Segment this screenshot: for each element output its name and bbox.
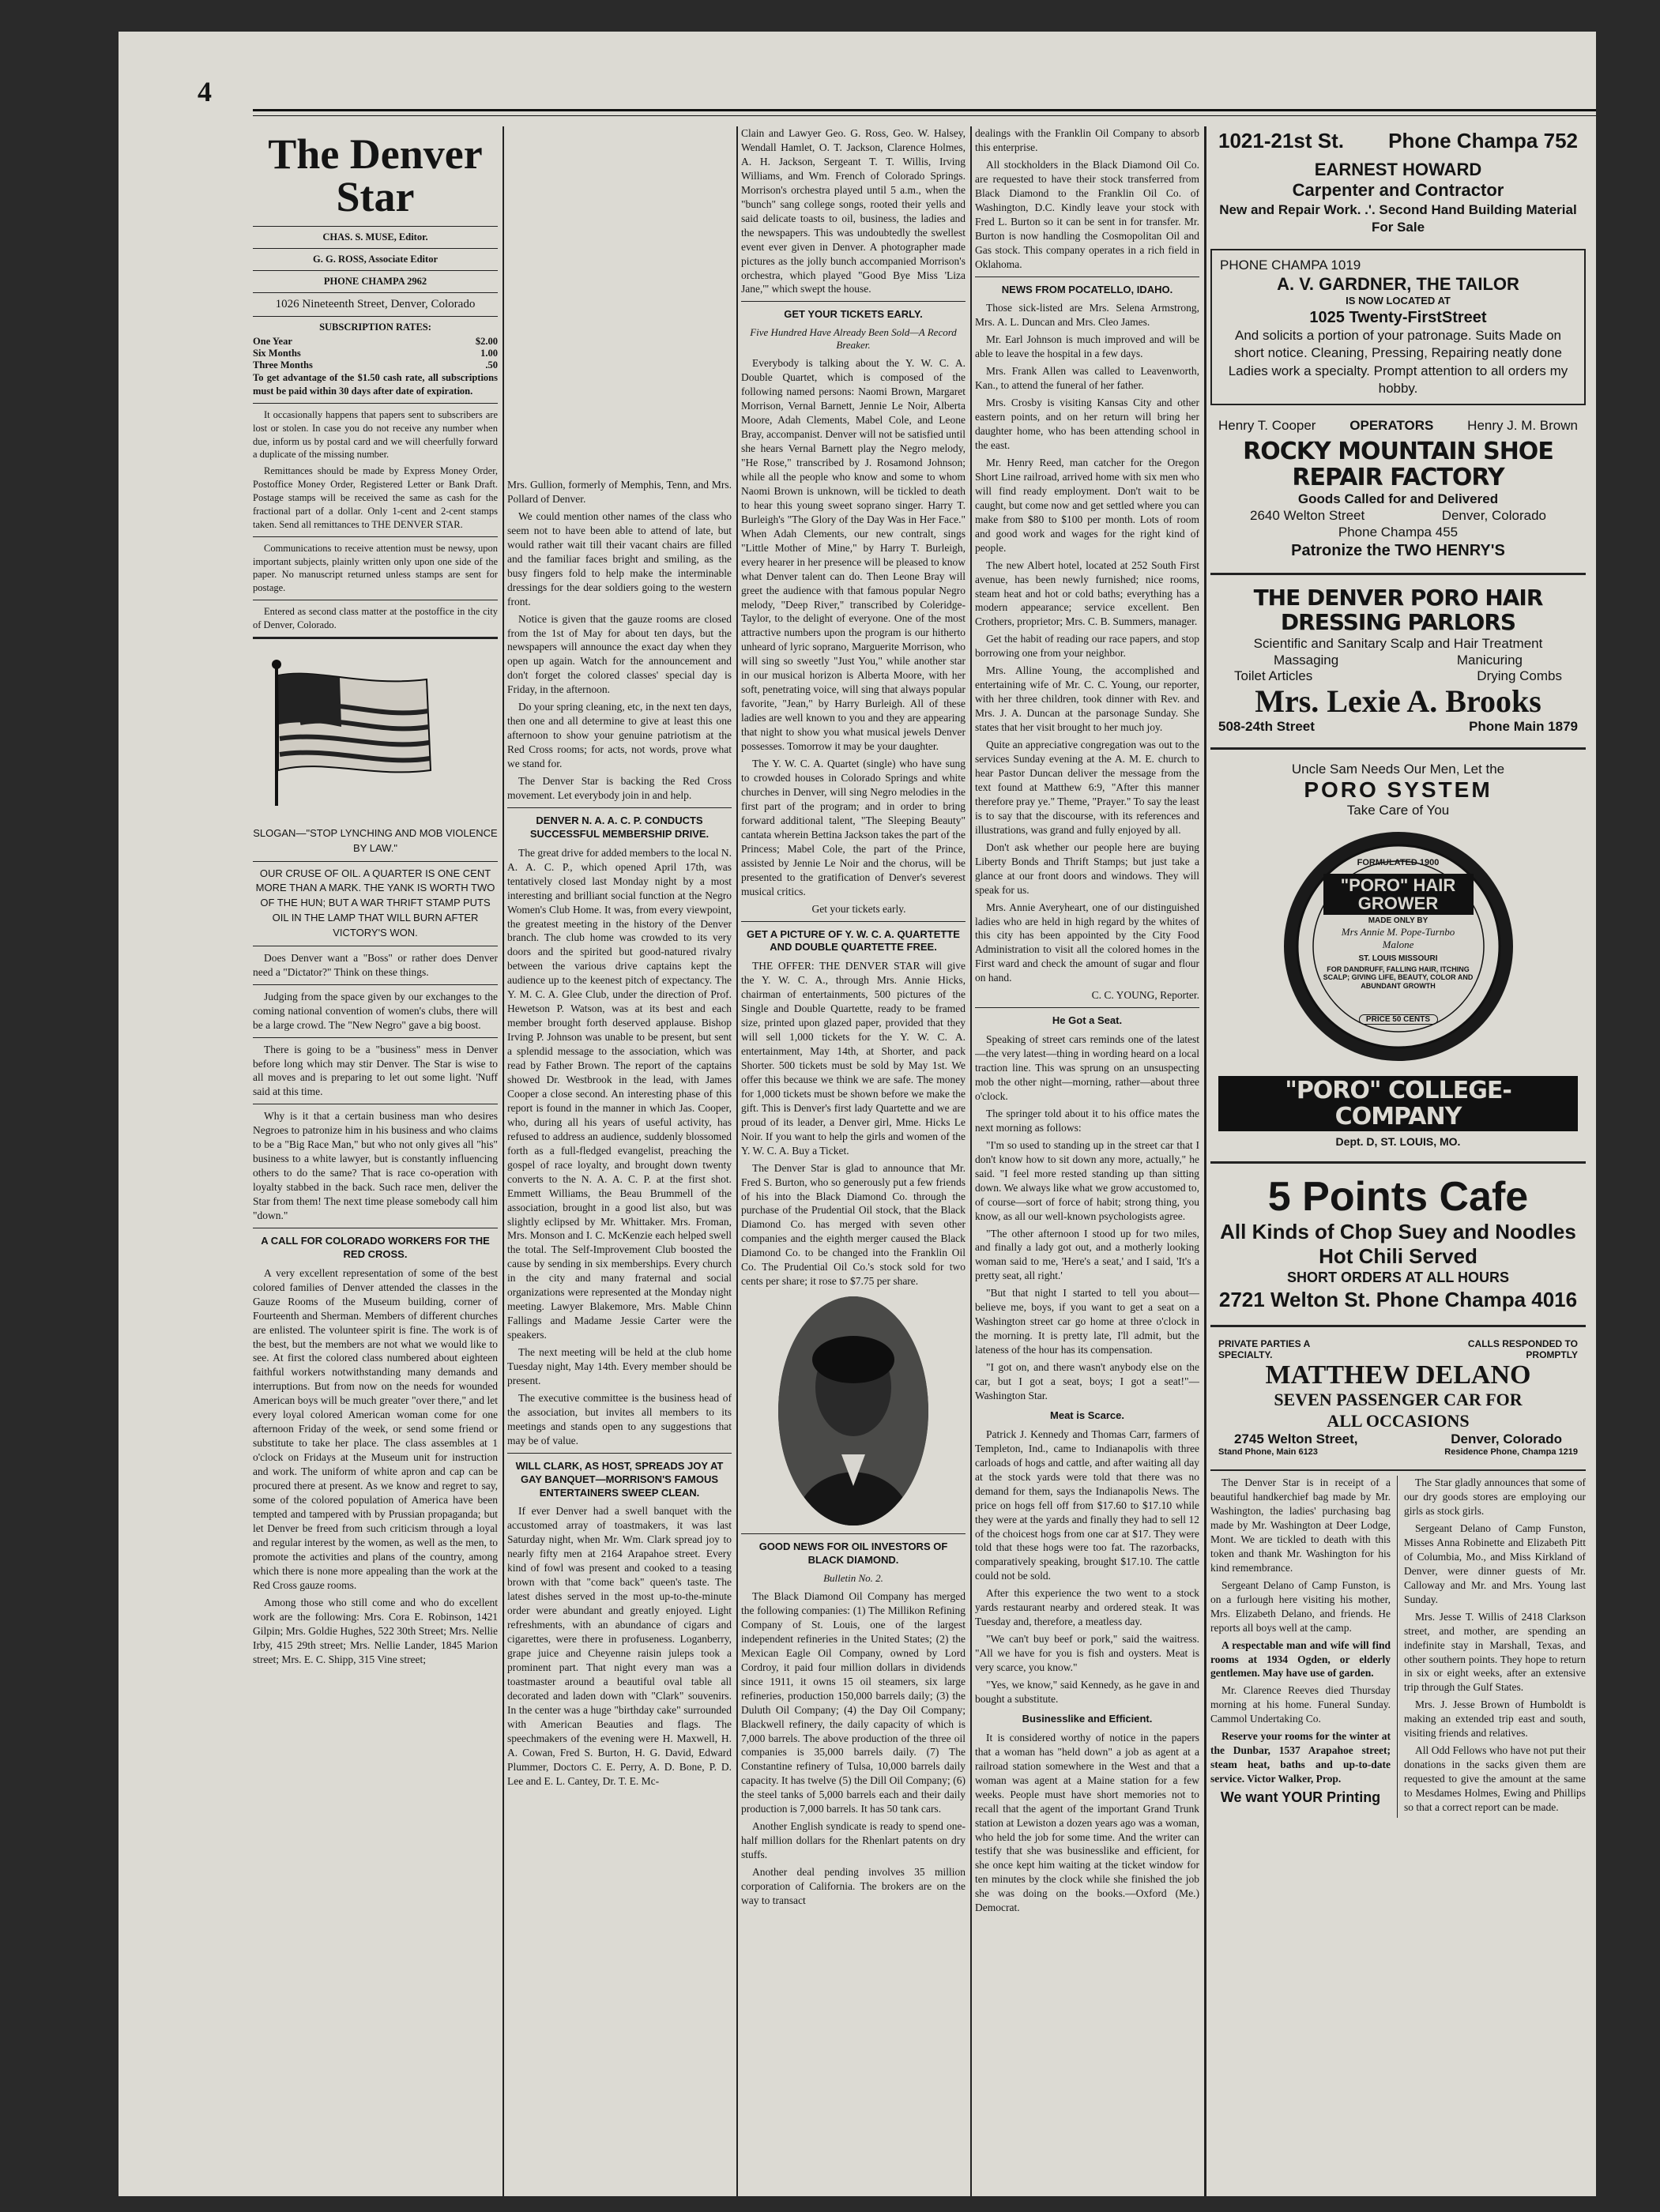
cafe-line2: Hot Chili Served: [1319, 1244, 1477, 1269]
howard-name: EARNEST HOWARD: [1314, 160, 1482, 179]
red-cross-para: Do your spring cleaning, etc, in the next ten days, then one and all determine to give at least this one afternoon to show your genuine patriotism at the Red Cross rooms; for acts, not words, prove what we stand for.: [507, 701, 732, 770]
howard-phone: Phone Champa 752: [1388, 129, 1578, 152]
delano-left: PRIVATE PARTIES A SPECIALTY.: [1218, 1337, 1310, 1360]
cafe-line3: SHORT ORDERS AT ALL HOURS: [1286, 1270, 1509, 1286]
shoe-left: Henry T. Cooper: [1218, 417, 1316, 433]
headline-clark-banquet: WILL CLARK, AS HOST, SPREADS JOY AT GAY BANQUET—MORRISON'S FAMOUS ENTERTAINERS SWEEP CLEAN.: [515, 1459, 724, 1499]
rates-heading: SUBSCRIPTION RATES:: [319, 322, 431, 333]
local-item: Reserve your rooms for the winter at the Dunbar, 1537 Arapahoe street; steam heat, baths and up-to-date service. Victor Walker, Prop.: [1210, 1730, 1391, 1785]
article-oil: The Black Diamond Oil Company has merged the following companies: (1) The Millikon Refining Company of St. Louis, one of the largest independent refineries in the United States; (2) the Mexican Eagle Oil Company, owned by Lord Cordroy, it paid four million dollars in dividends since 1911, it owns 15 oil steamers, six large refineries, production 150,000 barrels daily; (3) the Duluth Oil Company; (4) the Day Oil Company; Blackwell refinery, the daily capacity of which is 7,000 barrels. The above production of the three oil companies is 35,000 barrels daily. (7) The Constantine refinery of Tulsa, 10,000 barrels daily capacity. It has twelve (5) the Dill Oil Company; (6) the steel tanks of 5,000 barrels each and their daily production is 7,000 barrels. It has 50 tank cars.: [741, 1589, 966, 1815]
article-seat: "I got on, and there wasn't anybody else on the car, but I got a seat, boys; I got a seat!"—Washington Star.: [975, 1361, 1199, 1401]
local-news-block: [1210, 1476, 1586, 1818]
article-seat: "The other afternoon I stood up for two miles, and finally a lady got out, and a motherly looking woman said to me, 'Here's a seat,' and I said, 'It's a pretty seat, all right.': [975, 1227, 1199, 1282]
delano-stand-phone: Stand Phone, Main 6123: [1218, 1447, 1318, 1458]
gardner-name: A. V. GARDNER, THE TAILOR: [1277, 274, 1519, 295]
rate-row: One Year $2.00: [253, 336, 498, 347]
red-cross-para: We could mention other names of the class who seem not to have been able to attend of late, but would rather wait till their vacant chairs are filled and the familiar faces bright and smiling, as the busy fingers fold to help make the interminable dressings for the dear soldiers going to the western front.: [507, 510, 732, 608]
address-line: 1026 Nineteenth Street, Denver, Colorado: [275, 298, 476, 310]
local-item: The Star gladly announces that some of our dry goods stores are employing our girls as stock girls.: [1404, 1477, 1586, 1517]
notice-lost-papers: It occasionally happens that papers sent to subscribers are lost or stolen. In case you do not receive any number when due, inform us by postal card and we will cheerfully forward a duplicate of the missing number.: [253, 408, 498, 461]
shoe-city: Denver, Colorado: [1441, 507, 1546, 523]
column-rule: [1204, 126, 1206, 2196]
local-item: All Odd Fellows who have not put their donations in the sacks given them are requested to give the amount at the same to Mesdames Holmes, Ewing and Phillips so that a correct report can be made.: [1404, 1744, 1586, 1814]
ad-gardner: [1210, 249, 1586, 405]
editorial-clubs: Judging from the space given by our exchanges to the coming national convention of women's clubs, there will be a large crowd. The "New Negro" gave a big boost.: [253, 990, 498, 1031]
pocatello-item: Mrs. Annie Averyheart, one of our distinguished ladies who are held in high regard by the whites of this city has been appointed by the City Food Administration to visit all the colored homes in the First ward and check the amount of sugar and flour on hand.: [975, 901, 1199, 984]
ad-howard: [1210, 122, 1586, 243]
gardner-phone: PHONE CHAMPA 1019: [1220, 257, 1361, 273]
article-oil: Another deal pending involves 35 million corporation of California. The brokers are on the way to transact: [741, 1866, 966, 1906]
poro-college: "PORO" COLLEGE-COMPANY: [1218, 1076, 1578, 1131]
pocatello-item: Mrs. Crosby is visiting Kansas City and other eastern points, and on her return will bring her daughter home, who has been attending school in the east.: [975, 397, 1199, 451]
page-number: 4: [198, 76, 212, 107]
ad-shoe-repair: [1210, 412, 1586, 566]
headline-naacp: DENVER N. A. A. C. P. CONDUCTS SUCCESSFUL MEMBERSHIP DRIVE.: [529, 814, 710, 840]
editorial-business: There is going to be a "business" mess in Denver before long which may stir Denver. The Star is wise to all moves and is preparing to let out some light. 'Nuff said at this time.: [253, 1043, 498, 1098]
ads-column: [1210, 122, 1586, 2196]
editor-line: CHAS. S. MUSE, Editor.: [322, 231, 428, 243]
american-flag-illustration: [253, 652, 442, 810]
article-naacp: The executive committee is the business head of the association, but invites all members to its meetings and stands open to any suggestions that may be of value.: [507, 1391, 732, 1446]
article-seat: "But that night I started to tell you about—believe me, boys, if you want to get a seat on a Washington street car go home at three o'clock in the morning. It is pretty late, I'll admit, but the lateness of the hour has its compensation.: [975, 1287, 1199, 1356]
tin-formulated: FORMULATED 1900: [1357, 857, 1440, 867]
ad-poro-system: [1210, 754, 1586, 1155]
rate-row: Six Months 1.00: [253, 348, 498, 359]
column-3: [741, 126, 966, 2196]
subhead-bulletin: Bulletin No. 2.: [823, 1571, 883, 1584]
headline-pocatello: NEWS FROM POCATELLO, IDAHO.: [1001, 283, 1173, 295]
top-rule-thin: [253, 115, 1596, 116]
howard-trade: Carpenter and Contractor: [1292, 180, 1504, 201]
article-clark-banquet: If ever Denver had a swell banquet with the accustomed array of toastmakers, it was last Saturday night, when Mr. Wm. Clark spread joy to nearly fifty men at 2164 Arapahoe street. Every kind of fowl was present and cooked to a teasing brown with that "come back" queen's taste. The latest dishes served in the most up-to-the-minute order were abundant and greatly enjoyed. Light refreshments, with an abundance of cigars and cigarettes, were there in profuseness. Loganberry, grape juice and Cheyenne raisin juleps took a prominent part. That night every man was a toastmaster around a beautiful oval table all decorated and laden down with "Clark" souvenirs. In the center was a huge "birthday cake" surrounded with American Beauties and flags. The speechmakers of the evening were H. Maxwell, H. A. Cowan, Fred S. Burton, H. G. David, Edward Plummer, Doctors C. E. Perry, A. D. Bone, P. D. Lee and E. L. Cantey, Dr. T. E. Mc-: [507, 1505, 732, 1787]
gardner-located: IS NOW LOCATED AT: [1346, 295, 1451, 307]
cafe-line4: 2721 Welton St. Phone Champa 4016: [1218, 1287, 1578, 1311]
red-cross-cont: Mrs. Gullion, formerly of Memphis, Tenn, and Mrs. Pollard of Denver.: [507, 479, 732, 505]
column-2: [507, 478, 732, 2196]
parlors-massaging: Massaging: [1274, 652, 1339, 668]
parlors-manicuring: Manicuring: [1456, 652, 1523, 668]
local-item: Sergeant Delano of Camp Funston, Misses Anna Robinette and Elizabeth Pitt of Columbia, Mo., and Miss Kirkland of Denver, were dinner guests of Mr. Calloway and Mr. and Mrs. Young last Sunday.: [1404, 1522, 1586, 1605]
rate-row: Three Months .50: [253, 359, 498, 371]
pocatello-item: Mr. Earl Johnson is much improved and will be able to leave the hospital in a few days.: [975, 333, 1199, 360]
article-quartet: The Y. W. C. A. Quartet (single) who have sung to crowded houses in Colorado Springs and white churches in Denver, will sing Negro melodies in the first part of the program; and in order to bring forward additional talent, "The Sleeping Beauty" cantata wherein Bettina Jackson takes the part of the Princess; Mabel Cole, the part of the Prince, assisted by Jennie Le Noir and the chorus, will be presented to the gratification of Denver's severest musical critics.: [741, 758, 966, 897]
red-cross-para: The Denver Star is backing the Red Cross movement. Let everybody join in and help.: [507, 775, 732, 802]
ad-delano: [1210, 1332, 1586, 1463]
parlors-name: THE DENVER PORO HAIR DRESSING PARLORS: [1253, 584, 1543, 635]
headline-meat: Meat is Scarce.: [1050, 1409, 1124, 1421]
headline-seat: He Got a Seat.: [1052, 1014, 1123, 1027]
column-rule: [736, 126, 738, 2196]
pocatello-item: Get the habit of reading our race papers, and stop borrowing one from your neighbor.: [975, 633, 1199, 660]
top-rule: [253, 109, 1596, 111]
shoe-name: ROCKY MOUNTAIN SHOE REPAIR FACTORY: [1243, 437, 1553, 491]
parlors-phone: Phone Main 1879: [1469, 718, 1578, 734]
shoe-patronize: Patronize the TWO HENRY'S: [1291, 541, 1505, 559]
article-quartet: Get your tickets early.: [811, 902, 906, 915]
poro-name: PORO SYSTEM: [1304, 777, 1492, 802]
parlors-combs: Drying Combs: [1477, 668, 1562, 683]
ad-poro-parlors: [1210, 580, 1586, 741]
rate-note: To get advantage of the $1.50 cash rate, all subscriptions must be paid within 30 days after date of expiration.: [253, 372, 498, 397]
phone-line: PHONE CHAMPA 2962: [323, 276, 427, 287]
article-red-cross-names: Among those who still come and who do excellent work are the following: Mrs. Cora E. Robinson, 1421 Gilpin; Mrs. Goldie Hughes, 522 30th Street; Mrs. Nellie Irby, 415 29th street; Mrs. Nellie Lander, 1845 Marion street; Mrs. E. C. Shipp, 315 Vine street;: [253, 1596, 498, 1665]
column-1: [253, 126, 498, 2196]
editorial-race-man: Why is it that a certain business man who desires Negroes to patronize him in his business and who claims to be a "Big Race Man," but who not only gives all "his" business to a white lawyer, but is constantly influencing others to do the same? That is race co-operation with loyalty stabbed in the back. Such race men, deliver the Star from them! The next time please somebody call him "down.": [253, 1110, 498, 1222]
tin-uses: FOR DANDRUFF, FALLING HAIR, ITCHING SCALP; GIVING LIFE, BEAUTY, COLOR AND ABUNDANT GROWTH: [1323, 965, 1474, 991]
assoc-editor-line: G. G. ROSS, Associate Editor: [313, 254, 438, 265]
gardner-street: 1025 Twenty-FirstStreet: [1309, 309, 1487, 327]
cafe-line1: All Kinds of Chop Suey and Noodles: [1220, 1219, 1576, 1243]
tin-made: MADE ONLY BY: [1368, 916, 1429, 925]
headline-oil-investors: GOOD NEWS FOR OIL INVESTORS OF BLACK DIAMOND.: [758, 1540, 948, 1567]
portrait-photo: [778, 1296, 928, 1525]
article-seat: The springer told about it to his office mates the next morning as follows:: [975, 1107, 1199, 1134]
tin-city: ST. LOUIS MISSOURI: [1358, 954, 1438, 963]
pocatello-item: The new Albert hotel, located at 252 South First avenue, has been newly furnished; nice rooms, steam heat and hot or cold baths; everything has a modern appearance; service excellent. Ben Crothers, proprietor; Mrs. C. B. Summers, manager.: [975, 559, 1199, 628]
local-item: The Denver Star is in receipt of a beautiful handkerchief bag made by Mr. Washington, the ladies' purchasing bag made by Mr. Washington at Deer Lodge, Mont. We are tickled to death with this token and thank Mr. Washington for his kind remembrance.: [1210, 1477, 1391, 1574]
poro-dept: Dept. D, ST. LOUIS, MO.: [1335, 1134, 1461, 1148]
article-meat: "We can't buy beef or pork," said the waitress. "All we have for you is fish and oysters. Meat is very scarce, you know.": [975, 1633, 1199, 1674]
rates-table: [253, 336, 498, 371]
howard-address: 1021-21st St.: [1218, 129, 1344, 152]
article-naacp: The great drive for added members to the local N. A. A. C. P., which opened April 17th, was tentatively closed last Monday night by a most interesting and brilliant social function at the Negro Women's Club Home. It was, from every viewpoint, the greatest meeting in the history of the Denver branch. The club home was crowded to its very doors and the spirited but good-natured rivalry between the various drive captains kept the audience up to the keenest pitch of expectancy. The Y. M. C. A. Glee Club, under the direction of Prof. Hewetson P. Watson, was at its best and each member brought forth deserved applause. Bishop Irving P. Johnson was unable to be present, but sent a splendid message to the association, which was read by Father Brown. The report of the captains showed Dr. Westbrook in the lead, with James Cooper a close second. An interesting phase of this report is found in the manner in which Jas. Cooper, who, during all his years of useful activity, has refused to address an audience, suddenly blossomed forth as a full-fledged evangelist, preaching the gospel of race loyalty, and brought down twenty converts to the N. A. A. C. P. at the first shot. Emmett Williams, the Beau Brummell of the association, brought in a good list also, but was slightly eclipsed by Mr. Whittaker. Mrs. Froman, Mrs. Monson and I. C. McKenzie each helped swell the total. The Self-Improvement Club boosted the cause by sending in six memberships. Every church in the city and many fraternal and social organizations were represented at the Monday night meeting. Lawyer Blakemore, Mrs. Mable Chinn Fallings and Madame Jessie Carter were the speakers.: [507, 846, 732, 1341]
headline-red-cross: A CALL FOR COLORADO WORKERS FOR THE RED CROSS.: [261, 1234, 490, 1260]
oil-cont: dealings with the Franklin Oil Company to absorb this enterprise.: [975, 127, 1199, 153]
column-rule: [503, 126, 504, 2196]
shoe-right: Henry J. M. Brown: [1467, 417, 1578, 433]
red-cross-para: Notice is given that the gauze rooms are closed from the 1st of May for about ten days, but the newspapers will announce the exact day when they open up again. Watch for the announcement and don't forget the colored classes' special day is Friday, in the afternoon.: [507, 612, 732, 696]
editorial-boss: Does Denver want a "Boss" or rather does Denver need a "Dictator?" Think on these things.: [253, 951, 498, 978]
article-meat: After this experience the two went to a stock yards restaurant nearby and ordered steak. It was Tuesday and, therefore, a meatless day.: [975, 1587, 1199, 1628]
shoe-goods: Goods Called for and Delivered: [1297, 491, 1499, 506]
notice-communications: Communications to receive attention must be newsy, upon important subjects, plainly written only upon one side of the paper. No manuscript returned unless stamps are sent for postage.: [253, 542, 498, 594]
article-businesslike: It is considered worthy of notice in the papers that a woman has "held down" a job as agent at a railroad station somewhere in the West and that a woman was agent at a Maine station for a few weeks. People must have short memories not to recall that the agent of the important Grand Trunk station at Lewiston a dozen years ago was a woman, who held the job for some time. And the writer can testify that she was businesslike and efficient, for she once kept him waiting at the ticket window for ten minutes by the clock while she finished the job she was doing on the books.—Oxford (Me.) Democrat.: [975, 1731, 1199, 1914]
notice-entered: Entered as second class matter at the postoffice in the city of Denver, Colorado.: [253, 606, 498, 630]
parlors-owner: Mrs. Lexie A. Brooks: [1255, 683, 1541, 719]
poro-line1: Uncle Sam Needs Our Men, Let the: [1291, 761, 1505, 777]
delano-name: MATTHEW DELANO: [1265, 1360, 1531, 1390]
local-item: Sergeant Delano of Camp Funston, is on a furlough here visiting his mother, Mrs. Elizabeth Delano, and friends. He reports all boys well at the camp.: [1210, 1578, 1391, 1634]
pocatello-item: Quite an appreciative congregation was out to the services Sunday evening at the A. M. E. church to hear Pastor Duncan deliver the message from the text found at Matthew 6:9, "After this manner therefore pray ye." Theme, "Prayer." To say the least is to say that the discourse, with its references and illustrations, was grand and fully enjoyed by all.: [975, 739, 1199, 836]
howard-line: New and Repair Work. .'. Second Hand Building Material For Sale: [1219, 201, 1577, 235]
cruse-of-oil: OUR CRUSE OF OIL. A QUARTER IS ONE CENT MORE THAN A MARK. THE YANK IS WORTH TWO OF THE HUN; BUT A WAR THRIFT STAMP PUTS OIL IN THE LAMP THAT WILL BURN AFTER VICTORY'S WON.: [255, 867, 495, 939]
cafe-name: 5 Points Cafe: [1267, 1173, 1529, 1220]
printing-ad: We want YOUR Printing: [1220, 1789, 1381, 1806]
parlors-addr: 508-24th Street: [1218, 718, 1315, 734]
notice-remittances: Remittances should be made by Express Money Order, Postoffice Money Order, Registered Letter or Bank Draft. Postage stamps will be received the same as cash for the fractional part of a dollar. Only 1-cent and 2-cent stamps taken. Send all remittances to THE DENVER STAR.: [253, 465, 498, 530]
delano-right: CALLS RESPONDED TO PROMPTLY: [1467, 1337, 1578, 1360]
delano-res-phone: Residence Phone, Champa 1219: [1444, 1447, 1578, 1458]
column-6: [1404, 1476, 1586, 1818]
article-meat: "Yes, we know," said Kennedy, as he gave in and bought a substitute.: [975, 1679, 1199, 1705]
column-rule: [970, 126, 972, 2196]
delano-line1: SEVEN PASSENGER CAR FOR: [1274, 1390, 1523, 1410]
pocatello-item: Mr. Henry Reed, man catcher for the Oregon Short Line railroad, arrived home with six men who will find ready employment. Don't wait to be caught, but come now and get settled where you can make from $80 to $100 per month. Lots of room and good work and wages for the right kind of people.: [975, 456, 1199, 554]
article-red-cross: A very excellent representation of some of the best colored families of Denver attended the classes in the Gauze Rooms of the Museum building, corner of Fourteenth and Sherman. Members of different churches are enlisted. The volunteer spirit is fine. The work is of the best, but the members are not what we would like to see. At first the colored class numbered about eighteen faithful workers notwithstanding many demands and interruptions. But from now on the needs for wounded American boys will be much greater "over there," and let every loyal colored American woman come for one afternoon Friday of the week, or send some friend or substitute to take her place. The class assembles at 1 o'clock on Fridays at the Museum unit for instruction and work. The uniform of white apron and cap can be procured there at present. As we know and regret to say, some of the colored population of America have been tempted and tampered with by Prussian propaganda; but let Denver be freed from such criticism through a loyal and regular interest by the women, as well as the men, to promote the activities and plans of the country, among which there is none more appealing than the work at the Red Cross gauze rooms.: [253, 1266, 498, 1591]
poro-line3: Take Care of You: [1346, 803, 1450, 818]
newspaper-page: [119, 32, 1596, 2196]
parlors-toilet: Toilet Articles: [1234, 668, 1313, 683]
delano-addr: 2745 Welton Street,: [1234, 1431, 1358, 1447]
tin-brand: "PORO" HAIR GROWER: [1323, 874, 1474, 915]
shoe-mid: OPERATORS: [1349, 417, 1434, 433]
tin-maker: Mrs Annie M. Pope-Turnbo Malone: [1341, 925, 1455, 950]
local-item: Mrs. J. Jesse Brown of Humboldt is making an extended trip east and south, visiting friends and relatives.: [1404, 1698, 1586, 1740]
slogan: SLOGAN—"STOP LYNCHING AND MOB VIOLENCE BY LAW.": [253, 826, 498, 854]
headline-tickets: GET YOUR TICKETS EARLY.: [784, 308, 923, 321]
pocatello-item: Mrs. Alline Young, the accomplished and entertaining wife of Mr. C. C. Young, our reporter, with her three children, took dinner with Rev. and Mrs. J. A. Duncan at the parsonage Sunday. She states that her visit brought to her much joy.: [975, 664, 1199, 734]
clark-banquet-cont: Clain and Lawyer Geo. G. Ross, Geo. W. Halsey, Wendall Hamlet, O. T. Jackson, Clarence Holmes, A. H. Jackson, Sergeant T. T. Willis, Irving Williams, and Wm. French of Colorado Springs. Morrison's orchestra played until 5 a.m., when the "bunch" sang college songs, rooted their yells and said delicate toasts to oil, business, the ladies and the newspapers. This was undoubtedly the swellest event ever given in Denver. A photographer made pictures as the jolly bunch accompanied Morrison's orchestra, which played "Good Bye Miss 'Liza Jane,'" which swept the house.: [741, 127, 966, 295]
ad-cafe: [1210, 1168, 1586, 1319]
shoe-addr: 2640 Welton Street: [1250, 507, 1365, 523]
shoe-phone: Phone Champa 455: [1338, 524, 1459, 540]
article-quartet: Everybody is talking about the Y. W. C. A. Double Quartet, which is composed of the following named persons: Naomi Brown, Margaret Morrison, Vernal Barnett, Jennie Le Noir, Alberta Moore, Adah Clements, Mabel Cole, and Leone Bray, accompanist. Denver will not be satisfied until she hears Vernal Barnett play the Negro melody, "He Rose," transcribed by J. Rosamond Johnson; while all the people who know and some to whom Naomi Brown is unknown, will be tickled to death to hear this young sweet soprano singer. Harry T. Burleigh's "The Glory of the Day Was in Her Face." When Adah Clements, our new contralt, sings "Little Mother of Mine," by Harry T. Burleigh, every hearer in her presence will be pleased to know what Denver talent can do. Then Leone Bray will greet the audience with that famous popular Negro melody, "Deep River," transcribed by Coleridge-Taylor, to the delight of everyone. One of the most attractive numbers upon the program is our hitherto unheard of lyric soprano, Marguerite Morrison, who will sing so sweetly "Just You," while another star in our musical horizon is Alberta Moore, with her soft, penetrating voice, will sing that always popular favorite, "Jean," by Harry Burleigh. All of these ladies are well known to you and they are appearing that night to show you what musical jewels Denver possesses. Tomorrow it may be your daughter.: [741, 357, 966, 753]
pocatello-item: Those sick-listed are Mrs. Selena Armstrong, Mrs. A. L. Duncan and Mrs. Cleo James.: [975, 302, 1199, 329]
pocatello-item: Don't ask whether our people here are buying Liberty Bonds and Thrift Stamps; but just take a glance at our front doors and windows. They will speak for us.: [975, 841, 1199, 896]
pocatello-item: Mrs. Frank Allen was called to Leavenworth, Kan., to attend the funeral of her father.: [975, 365, 1199, 392]
article-picture-offer: THE OFFER: THE DENVER STAR will give the Y. W. C. A., through Mrs. Annie Hicks, chairman of entertainments, 500 pictures of the Single and Double Quartette, ready to be framed size, printed upon glazed paper, provided that they will sell 1,000 tickets for the Y. W. C. A. entertainment, May 14th, at Shorter, and pack Shorter. 500 tickets must be sold by May 1st. We offer this because we think we are safe. The money for 1,000 tickets must be shown before we make the gift. This is Denver's first lady Quartette and we are proud of its leader, a Denver girl, Mme. Hicks Le Noir. If you want to help the girls and women of the Y. W. C. A. Buy a Ticket.: [741, 960, 966, 1157]
article-meat: Patrick J. Kennedy and Thomas Carr, farmers of Templeton, Ind., came to Indianapolis with three carloads of hogs and cattle, and after waiting all day at the stock yards were told that there was no demand for them, says the Indianapolis News. The price on hogs fell off from $17.60 to $17.10 while they were at the yards and finally they had to sell 12 of the choicest hogs from one car at $17. They were told that these hogs were too fat. The razorbacks, comparatively speaking, brought $17.10. The cattle could not be sold.: [975, 1428, 1199, 1582]
delano-line2: ALL OCCASIONS: [1327, 1410, 1470, 1431]
tin-price: PRICE 50 CENTS: [1359, 1014, 1438, 1025]
reporter-signature: C. C. YOUNG, Reporter.: [1091, 989, 1199, 1002]
masthead-title: The Denver Star: [268, 130, 483, 220]
delano-city: Denver, Colorado: [1451, 1431, 1562, 1447]
article-naacp: The next meeting will be held at the club home Tuesday night, May 14th. Every member should be present.: [507, 1346, 732, 1387]
headline-businesslike: Businesslike and Efficient.: [1022, 1712, 1153, 1725]
article-seat: Speaking of street cars reminds one of the latest—the very latest—thing in wording heard on a local traction line. This was sprung on an unsuspecting mob the other night—morning, rather—about three o'clock.: [975, 1033, 1199, 1102]
column-5: [1210, 1476, 1391, 1818]
local-item: Mr. Clarence Reeves died Thursday morning at his home. Funeral Sunday. Cammol Undertaking Co.: [1210, 1684, 1391, 1725]
column-4: [975, 126, 1199, 2196]
article-seat: "I'm so used to standing up in the street car that I don't know how to sit down any more, actually," he said. "I feel more rested standing up than sitting down. We always like what we grow accustomed to, of course—sort of force of habit; strong thing, you know, as all our well-known psychologists agree.: [975, 1138, 1199, 1222]
gardner-body: And solicits a portion of your patronage. Suits Made on short notice. Cleaning, Pressing, Repairing neatly done Ladies work a specialty. Prompt attention to all orders my hobby.: [1228, 328, 1568, 396]
parlors-line: Scientific and Sanitary Scalp and Hair Treatment: [1253, 635, 1543, 651]
local-item: Mrs. Jesse T. Willis of 2418 Clarkson street, and mother, are spending an indefinite stay in Marshall, Texas, and other southern points. They hope to return in six or eight weeks, after an extensive trip through the Gulf States.: [1404, 1610, 1586, 1694]
article-oil: Another English syndicate is ready to spend one-half million dollars for the Rhenlart patents on dry stuffs.: [741, 1820, 966, 1861]
headline-picture-offer: GET A PICTURE OF Y. W. C. A. QUARTETTE AND DOUBLE QUARTETTE FREE.: [747, 927, 960, 954]
oil-stockholders: All stockholders in the Black Diamond Oil Co. are requested to have their stock transferred from Black Diamond to the Franklin Oil Co. of Washington, D.C. Kindly leave your stock with Fred L. Burton so it can be sent in for transfer. Mr. Burton is now handling the Cosmopolitan Oil and Gas stock. This company operates in a rich field in Oklahoma.: [975, 158, 1199, 270]
local-item: A respectable man and wife will find rooms at 1934 Ogden, or elderly gentlemen. May have use of garden.: [1210, 1638, 1391, 1680]
subhead-tickets: Five Hundred Have Already Been Sold—A Record Breaker.: [750, 326, 957, 352]
article-burton: The Denver Star is glad to announce that Mr. Fred S. Burton, who so generously put a few friends of his into the Black Diamond Co. through the purchase of the Prudential Oil stock, that the Black Diamond Co. has merged with seven other companies and the eighth merger caused the Black Diamond Co. to be changed into the Franklin Oil Co. The Prudential Oil Co.'s stock sold for two cents per share; it rose to $7.75 per share.: [741, 1161, 966, 1288]
